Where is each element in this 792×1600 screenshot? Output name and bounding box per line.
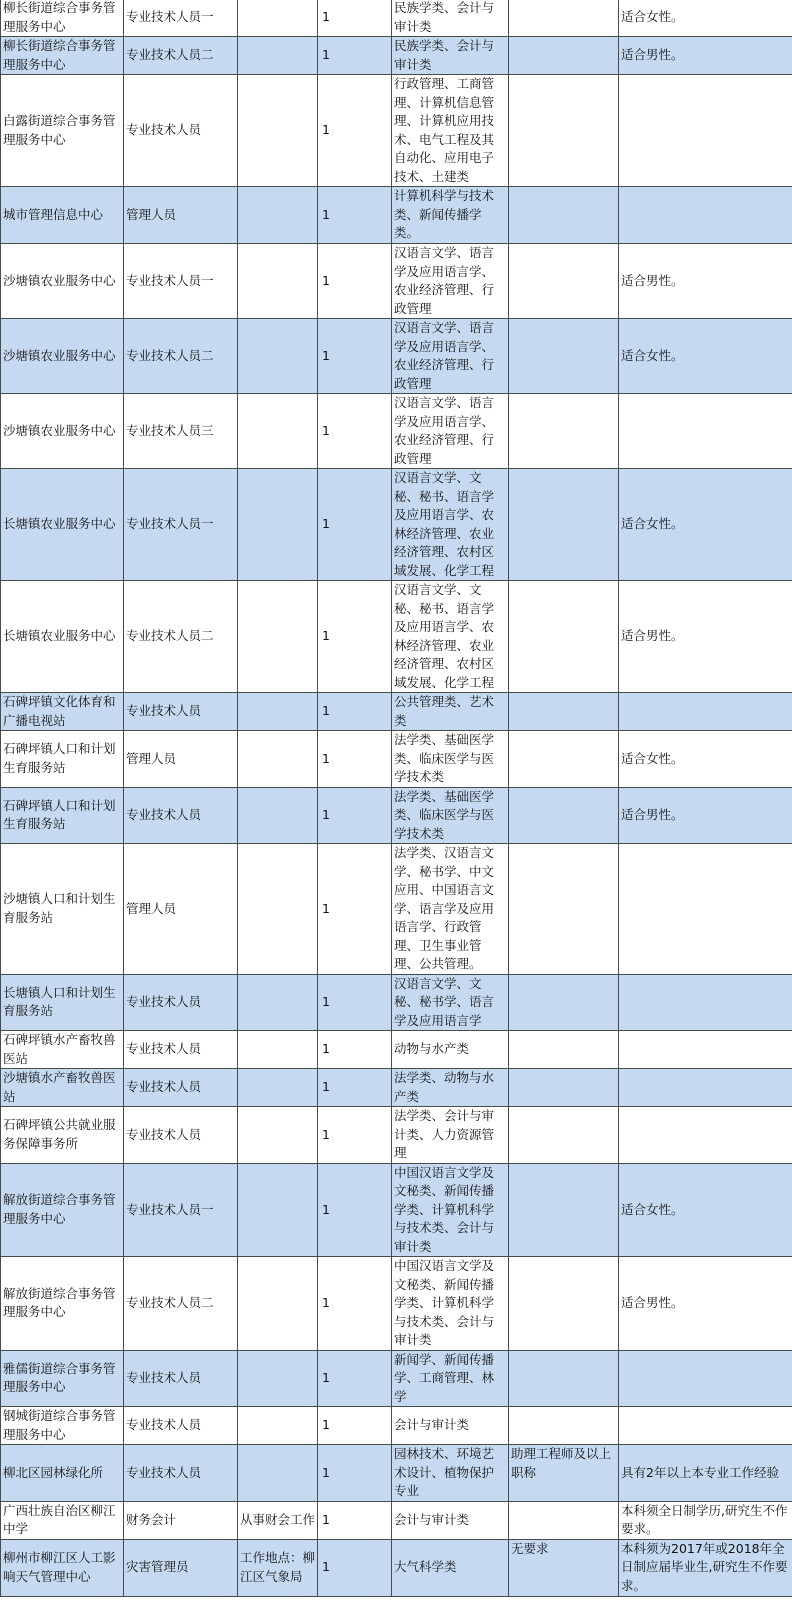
table-row — [1, 394, 792, 469]
other-requirements-cell — [619, 974, 792, 1031]
qualification-cell — [509, 244, 619, 319]
position-cell: 专业技术人员 — [124, 1407, 238, 1445]
unit-name-cell: 石碑坪镇公共就业服务保障事务所 — [1, 1107, 124, 1164]
other-requirements-cell: 适合女性。 — [619, 0, 792, 37]
qualification-cell — [509, 1107, 619, 1164]
position-cell: 专业技术人员 — [124, 75, 238, 187]
qualification-cell — [509, 319, 619, 394]
headcount-cell: 1 — [318, 581, 392, 693]
qualification-cell — [509, 1501, 619, 1539]
qualification-cell: 无要求 — [509, 1539, 619, 1596]
position-cell: 专业技术人员 — [124, 693, 238, 731]
qualification-cell — [509, 787, 619, 844]
qualification-cell — [509, 469, 619, 581]
position-cell: 专业技术人员一 — [124, 0, 238, 37]
qualification-cell — [509, 974, 619, 1031]
unit-name-cell: 解放街道综合事务管理服务中心 — [1, 1257, 124, 1351]
table-row — [1, 1031, 792, 1069]
position-cell: 专业技术人员一 — [124, 469, 238, 581]
other-requirements-cell: 本科须全日制学历,研究生不作要求。 — [619, 1501, 792, 1539]
table-row — [1, 1501, 792, 1539]
qualification-cell — [509, 1257, 619, 1351]
position-note-cell — [238, 581, 318, 693]
unit-name-cell: 柳北区园林绿化所 — [1, 1445, 124, 1502]
table-row — [1, 581, 792, 693]
position-note-cell — [238, 787, 318, 844]
other-requirements-cell: 适合女性。 — [619, 469, 792, 581]
position-note-cell — [238, 1163, 318, 1257]
position-cell: 专业技术人员 — [124, 1031, 238, 1069]
headcount-cell: 1 — [318, 394, 392, 469]
qualification-cell — [509, 1407, 619, 1445]
headcount-cell: 1 — [318, 0, 392, 37]
position-note-cell: 工作地点：柳江区气象局 — [238, 1539, 318, 1596]
unit-name-cell: 广西壮族自治区柳江中学 — [1, 1501, 124, 1539]
position-cell: 财务会计 — [124, 1501, 238, 1539]
position-note-cell — [238, 394, 318, 469]
position-note-cell — [238, 1107, 318, 1164]
headcount-cell: 1 — [318, 974, 392, 1031]
major-cell: 汉语言文学、文秘、秘书学、语言学及应用语言学 — [392, 974, 509, 1031]
table-row — [1, 844, 792, 975]
unit-name-cell: 白露街道综合事务管理服务中心 — [1, 75, 124, 187]
major-cell: 会计与审计类 — [392, 1407, 509, 1445]
headcount-cell: 1 — [318, 693, 392, 731]
other-requirements-cell: 适合男性。 — [619, 1257, 792, 1351]
headcount-cell: 1 — [318, 469, 392, 581]
unit-name-cell: 柳州市柳江区人工影响天气管理中心 — [1, 1539, 124, 1596]
qualification-cell — [509, 693, 619, 731]
qualification-cell — [509, 731, 619, 788]
major-cell: 法学类、会计与审计类、人力资源管理 — [392, 1107, 509, 1164]
headcount-cell: 1 — [318, 844, 392, 975]
position-note-cell — [238, 974, 318, 1031]
other-requirements-cell: 具有2年以上本专业工作经验 — [619, 1445, 792, 1502]
position-cell: 专业技术人员 — [124, 1107, 238, 1164]
unit-name-cell: 石碑坪镇人口和计划生育服务站 — [1, 787, 124, 844]
position-cell: 专业技术人员 — [124, 1350, 238, 1407]
unit-name-cell: 钢城街道综合事务管理服务中心 — [1, 1407, 124, 1445]
major-cell: 行政管理、工商管理、计算机信息管理、计算机应用技术、电气工程及其自动化、应用电子技术、土建类 — [392, 75, 509, 187]
qualification-cell — [509, 1031, 619, 1069]
position-cell: 专业技术人员三 — [124, 394, 238, 469]
unit-name-cell: 石碑坪镇人口和计划生育服务站 — [1, 731, 124, 788]
qualification-cell — [509, 0, 619, 37]
position-cell: 灾害管理员 — [124, 1539, 238, 1596]
position-note-cell — [238, 0, 318, 37]
table-row — [1, 1163, 792, 1257]
qualification-cell: 助理工程师及以上职称 — [509, 1445, 619, 1502]
table-row — [1, 244, 792, 319]
position-cell: 专业技术人员二 — [124, 581, 238, 693]
position-cell: 管理人员 — [124, 844, 238, 975]
major-cell: 会计与审计类 — [392, 1501, 509, 1539]
major-cell: 计算机科学与技术类、新闻传播学类。 — [392, 187, 509, 244]
headcount-cell: 1 — [318, 1031, 392, 1069]
unit-name-cell: 石碑坪镇水产畜牧兽医站 — [1, 1031, 124, 1069]
other-requirements-cell — [619, 1107, 792, 1164]
other-requirements-cell: 适合男性。 — [619, 581, 792, 693]
major-cell: 公共管理类、艺术类 — [392, 693, 509, 731]
major-cell: 新闻学、新闻传播学、工商管理、林学 — [392, 1350, 509, 1407]
table-row — [1, 75, 792, 187]
position-cell: 专业技术人员一 — [124, 244, 238, 319]
major-cell: 园林技术、环境艺术设计、植物保护专业 — [392, 1445, 509, 1502]
table-row — [1, 693, 792, 731]
headcount-cell: 1 — [318, 1163, 392, 1257]
position-note-cell — [238, 319, 318, 394]
other-requirements-cell — [619, 1069, 792, 1107]
other-requirements-cell: 适合女性。 — [619, 1163, 792, 1257]
table-row — [1, 1069, 792, 1107]
position-cell: 专业技术人员 — [124, 787, 238, 844]
headcount-cell: 1 — [318, 1445, 392, 1502]
position-note-cell — [238, 1031, 318, 1069]
other-requirements-cell — [619, 1407, 792, 1445]
other-requirements-cell: 适合女性。 — [619, 319, 792, 394]
position-note-cell — [238, 1257, 318, 1351]
table-row — [1, 319, 792, 394]
position-note-cell — [238, 1445, 318, 1502]
qualification-cell — [509, 581, 619, 693]
table-row — [1, 187, 792, 244]
qualification-cell — [509, 1350, 619, 1407]
position-note-cell — [238, 187, 318, 244]
major-cell: 中国汉语言文学及文秘类、新闻传播学类、计算机科学与技术类、会计与审计类 — [392, 1163, 509, 1257]
other-requirements-cell: 适合男性。 — [619, 787, 792, 844]
table-row — [1, 974, 792, 1031]
other-requirements-cell: 适合男性。 — [619, 37, 792, 75]
position-cell: 专业技术人员二 — [124, 319, 238, 394]
unit-name-cell: 柳长街道综合事务管理服务中心 — [1, 37, 124, 75]
major-cell: 法学类、汉语言文学、秘书学、中文应用、中国语言文学、语言学及应用语言学、行政管理、卫生事业管理、公共管理。 — [392, 844, 509, 975]
qualification-cell — [509, 1069, 619, 1107]
position-note-cell — [238, 731, 318, 788]
headcount-cell: 1 — [318, 1350, 392, 1407]
position-note-cell — [238, 37, 318, 75]
table-row — [1, 1350, 792, 1407]
other-requirements-cell — [619, 1350, 792, 1407]
headcount-cell: 1 — [318, 1407, 392, 1445]
qualification-cell — [509, 1163, 619, 1257]
table-row — [1, 0, 792, 37]
table-row — [1, 787, 792, 844]
position-note-cell — [238, 1407, 318, 1445]
other-requirements-cell — [619, 1031, 792, 1069]
other-requirements-cell — [619, 75, 792, 187]
position-note-cell — [238, 693, 318, 731]
position-note-cell — [238, 1069, 318, 1107]
major-cell: 汉语言文学、语言学及应用语言学、农业经济管理、行政管理 — [392, 244, 509, 319]
unit-name-cell: 沙塘镇水产畜牧兽医站 — [1, 1069, 124, 1107]
unit-name-cell: 沙塘镇农业服务中心 — [1, 319, 124, 394]
unit-name-cell: 长塘镇农业服务中心 — [1, 469, 124, 581]
position-cell: 专业技术人员二 — [124, 37, 238, 75]
table-row — [1, 1257, 792, 1351]
major-cell: 动物与水产类 — [392, 1031, 509, 1069]
position-cell: 专业技术人员 — [124, 974, 238, 1031]
position-note-cell — [238, 469, 318, 581]
major-cell: 大气科学类 — [392, 1539, 509, 1596]
major-cell: 法学类、动物与水产类 — [392, 1069, 509, 1107]
position-cell: 管理人员 — [124, 731, 238, 788]
qualification-cell — [509, 394, 619, 469]
headcount-cell: 1 — [318, 787, 392, 844]
position-note-cell — [238, 1350, 318, 1407]
position-note-cell — [238, 244, 318, 319]
table-row — [1, 37, 792, 75]
unit-name-cell: 沙塘镇农业服务中心 — [1, 394, 124, 469]
unit-name-cell: 柳长街道综合事务管理服务中心 — [1, 0, 124, 37]
major-cell: 汉语言文学、文秘、秘书、语言学及应用语言学、农林经济管理、农业经济管理、农村区域发展、化学工程 — [392, 469, 509, 581]
qualification-cell — [509, 844, 619, 975]
unit-name-cell: 解放街道综合事务管理服务中心 — [1, 1163, 124, 1257]
unit-name-cell: 长塘镇农业服务中心 — [1, 581, 124, 693]
major-cell: 民族学类、会计与审计类 — [392, 37, 509, 75]
other-requirements-cell: 本科须为2017年或2018年全日制应届毕业生,研究生不作要求。 — [619, 1539, 792, 1596]
table-body — [1, 0, 792, 1596]
headcount-cell: 1 — [318, 1501, 392, 1539]
headcount-cell: 1 — [318, 244, 392, 319]
headcount-cell: 1 — [318, 1257, 392, 1351]
other-requirements-cell: 适合女性。 — [619, 731, 792, 788]
headcount-cell: 1 — [318, 731, 392, 788]
other-requirements-cell — [619, 693, 792, 731]
headcount-cell: 1 — [318, 1107, 392, 1164]
table-row — [1, 1107, 792, 1164]
position-cell: 专业技术人员 — [124, 1445, 238, 1502]
major-cell: 中国汉语言文学及文秘类、新闻传播学类、计算机科学与技术类、会计与审计类 — [392, 1257, 509, 1351]
qualification-cell — [509, 187, 619, 244]
position-note-cell: 从事财会工作 — [238, 1501, 318, 1539]
other-requirements-cell — [619, 187, 792, 244]
unit-name-cell: 雅儒街道综合事务管理服务中心 — [1, 1350, 124, 1407]
major-cell: 法学类、基础医学类、临床医学与医学技术类 — [392, 731, 509, 788]
qualification-cell — [509, 37, 619, 75]
other-requirements-cell — [619, 844, 792, 975]
headcount-cell: 1 — [318, 37, 392, 75]
headcount-cell: 1 — [318, 319, 392, 394]
major-cell: 汉语言文学、语言学及应用语言学、农业经济管理、行政管理 — [392, 319, 509, 394]
major-cell: 民族学类、会计与审计类 — [392, 0, 509, 37]
unit-name-cell: 沙塘镇人口和计划生育服务站 — [1, 844, 124, 975]
unit-name-cell: 长塘镇人口和计划生育服务站 — [1, 974, 124, 1031]
position-cell: 管理人员 — [124, 187, 238, 244]
major-cell: 法学类、基础医学类、临床医学与医学技术类 — [392, 787, 509, 844]
headcount-cell: 1 — [318, 187, 392, 244]
headcount-cell: 1 — [318, 75, 392, 187]
unit-name-cell: 石碑坪镇文化体育和广播电视站 — [1, 693, 124, 731]
table-row — [1, 1539, 792, 1596]
qualification-cell — [509, 75, 619, 187]
table-row — [1, 1407, 792, 1445]
other-requirements-cell — [619, 394, 792, 469]
table-row — [1, 731, 792, 788]
table-row — [1, 469, 792, 581]
major-cell: 汉语言文学、文秘、秘书、语言学及应用语言学、农林经济管理、农业经济管理、农村区域发展、化学工程 — [392, 581, 509, 693]
major-cell: 汉语言文学、语言学及应用语言学、农业经济管理、行政管理 — [392, 394, 509, 469]
unit-name-cell: 沙塘镇农业服务中心 — [1, 244, 124, 319]
position-note-cell — [238, 75, 318, 187]
unit-name-cell: 城市管理信息中心 — [1, 187, 124, 244]
other-requirements-cell: 适合男性。 — [619, 244, 792, 319]
headcount-cell: 1 — [318, 1069, 392, 1107]
position-cell: 专业技术人员一 — [124, 1163, 238, 1257]
position-note-cell — [238, 844, 318, 975]
table-row — [1, 1445, 792, 1502]
headcount-cell: 1 — [318, 1539, 392, 1596]
position-cell: 专业技术人员二 — [124, 1257, 238, 1351]
position-cell: 专业技术人员 — [124, 1069, 238, 1107]
